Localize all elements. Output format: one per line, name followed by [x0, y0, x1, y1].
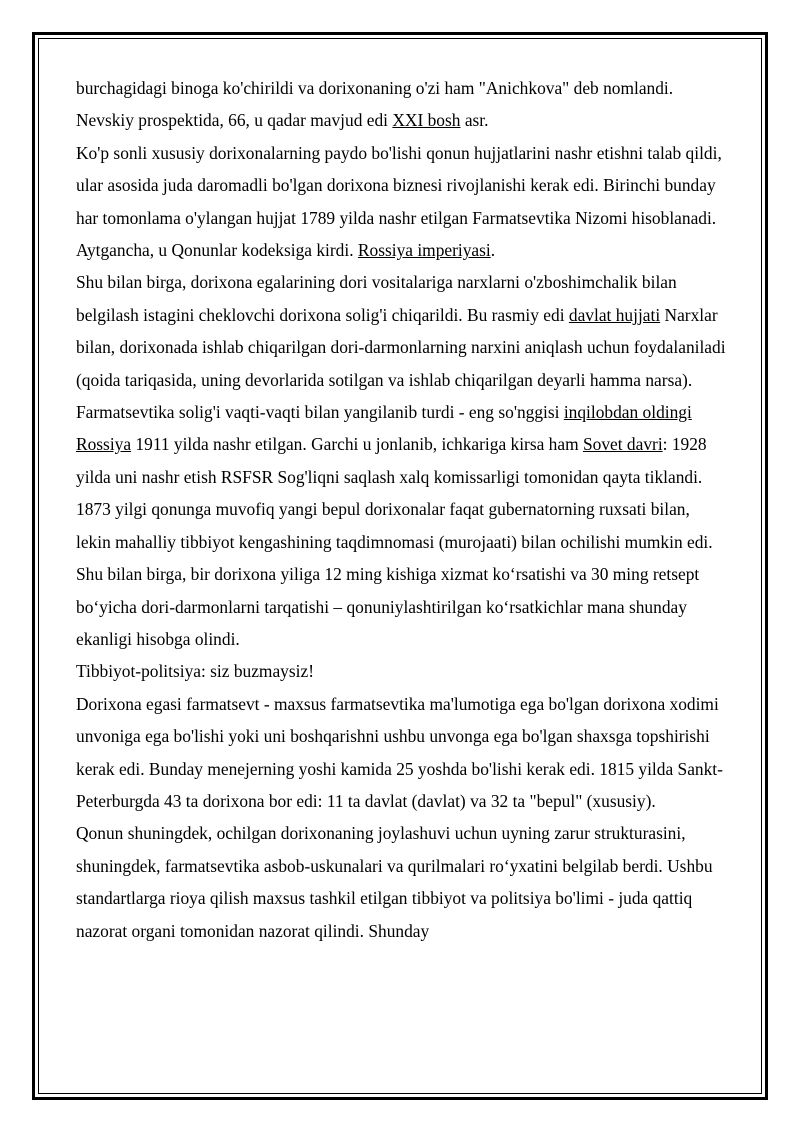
section-heading: Tibbiyot-politsiya: siz buzmaysiz! [76, 661, 314, 682]
link-inqilobdan-oldingi-rossiya[interactable]: inqilobdan oldingi Rossiya [76, 402, 692, 455]
document-body [76, 72, 728, 947]
link-sovet-davri[interactable]: Sovet davri [582, 434, 663, 455]
paragraph-1: burchagidagi binoga ko'chirildi va dorixonaning o'zi ham "Anichkova" deb nomlandi. Nevskiy prospektida, 66, u qadar mavjud edi XXI bosh asr. [76, 78, 674, 131]
link-rossiya-imperiyasi[interactable]: Rossiya imperiyasi [357, 240, 491, 261]
paragraph-6: Qonun shuningdek, ochilgan dorixonaning joylashuvi uchun uyning zarur strukturasini, shuningdek, farmatsevtika asbob-uskunalari va qurilmalari ro‘yxatini belgilab berdi. Ushbu standartlarga rioya qilish maxsus tashkil etilgan tibbiyot va politsiya bo'limi - juda qattiq nazorat organi tomonidan nazorat qilindi. Shunday [76, 823, 713, 941]
paragraph-3: Shu bilan birga, dorixona egalarining dori vositalariga narxlarni o'zboshimchalik bilan belgilash istagini cheklovchi dorixona solig'i chiqarildi. Bu rasmiy edi davlat hujjati Narxlar bilan, dorixonada ishlab chiqarilgan dori-darmonlarning narxini aniqlash uchun foydalaniladi (qoida tariqasida, uning devorlarida sotilgan va ishlab chiqarilgan deyarli hamma narsa). Farmatsevtika solig'i vaqti-vaqti bilan yangilanib turdi - eng so'nggisi inqilobdan oldingi Rossiya 1911 yilda nashr etilgan. Garchi u jonlanib, ichkariga kirsa ham Sovet davri: 1928 yilda uni nashr etish RSFSR Sog'liqni saqlash xalq komissarligi tomonidan qayta tiklandi. [76, 272, 726, 487]
paragraph-2: Ko'p sonli xususiy dorixonalarning paydo bo'lishi qonun hujjatlarini nashr etishni talab qildi, ular asosida juda daromadli bo'lgan dorixona biznesi rivojlanishi kerak edi. Birinchi bunday har tomonlama o'ylangan hujjat 1789 yilda nashr etilgan Farmatsevtika Nizomi hisoblanadi. Aytgancha, u Qonunlar kodeksiga kirdi. Rossiya imperiyasi. [76, 142, 722, 261]
paragraph-5: Dorixona egasi farmatsevt - maxsus farmatsevtika ma'lumotiga ega bo'lgan dorixona xodimi unvoniga ega bo'lishi yoki uni boshqarishni ushbu unvonga ega bo'lgan shaxsga topshirishi kerak edi. Bunday menejerning yoshi kamida 25 yoshda bo'lishi kerak edi. 1815 yilda Sankt-Peterburgda 43 ta dorixona bor edi: 11 ta davlat (davlat) va 32 ta "bepul" (xususiy). [76, 693, 723, 811]
paragraph-4: 1873 yilgi qonunga muvofiq yangi bepul dorixonalar faqat gubernatorning ruxsati bilan, lekin mahalliy tibbiyot kengashining taqdimnomasi (murojaati) bilan ochilishi mumkin edi. Shu bilan birga, bir dorixona yiliga 12 ming kishiga xizmat ko‘rsatishi va 30 ming retsept bo‘yicha dori-darmonlarni tarqatishi – qonuniylashtirilgan ko‘rsatkichlar mana shunday ekanligi hisobga olindi. [76, 499, 713, 649]
link-xxi-bosh[interactable]: XXI bosh [392, 110, 461, 131]
link-davlat-hujjati[interactable]: davlat hujjati [568, 304, 661, 325]
